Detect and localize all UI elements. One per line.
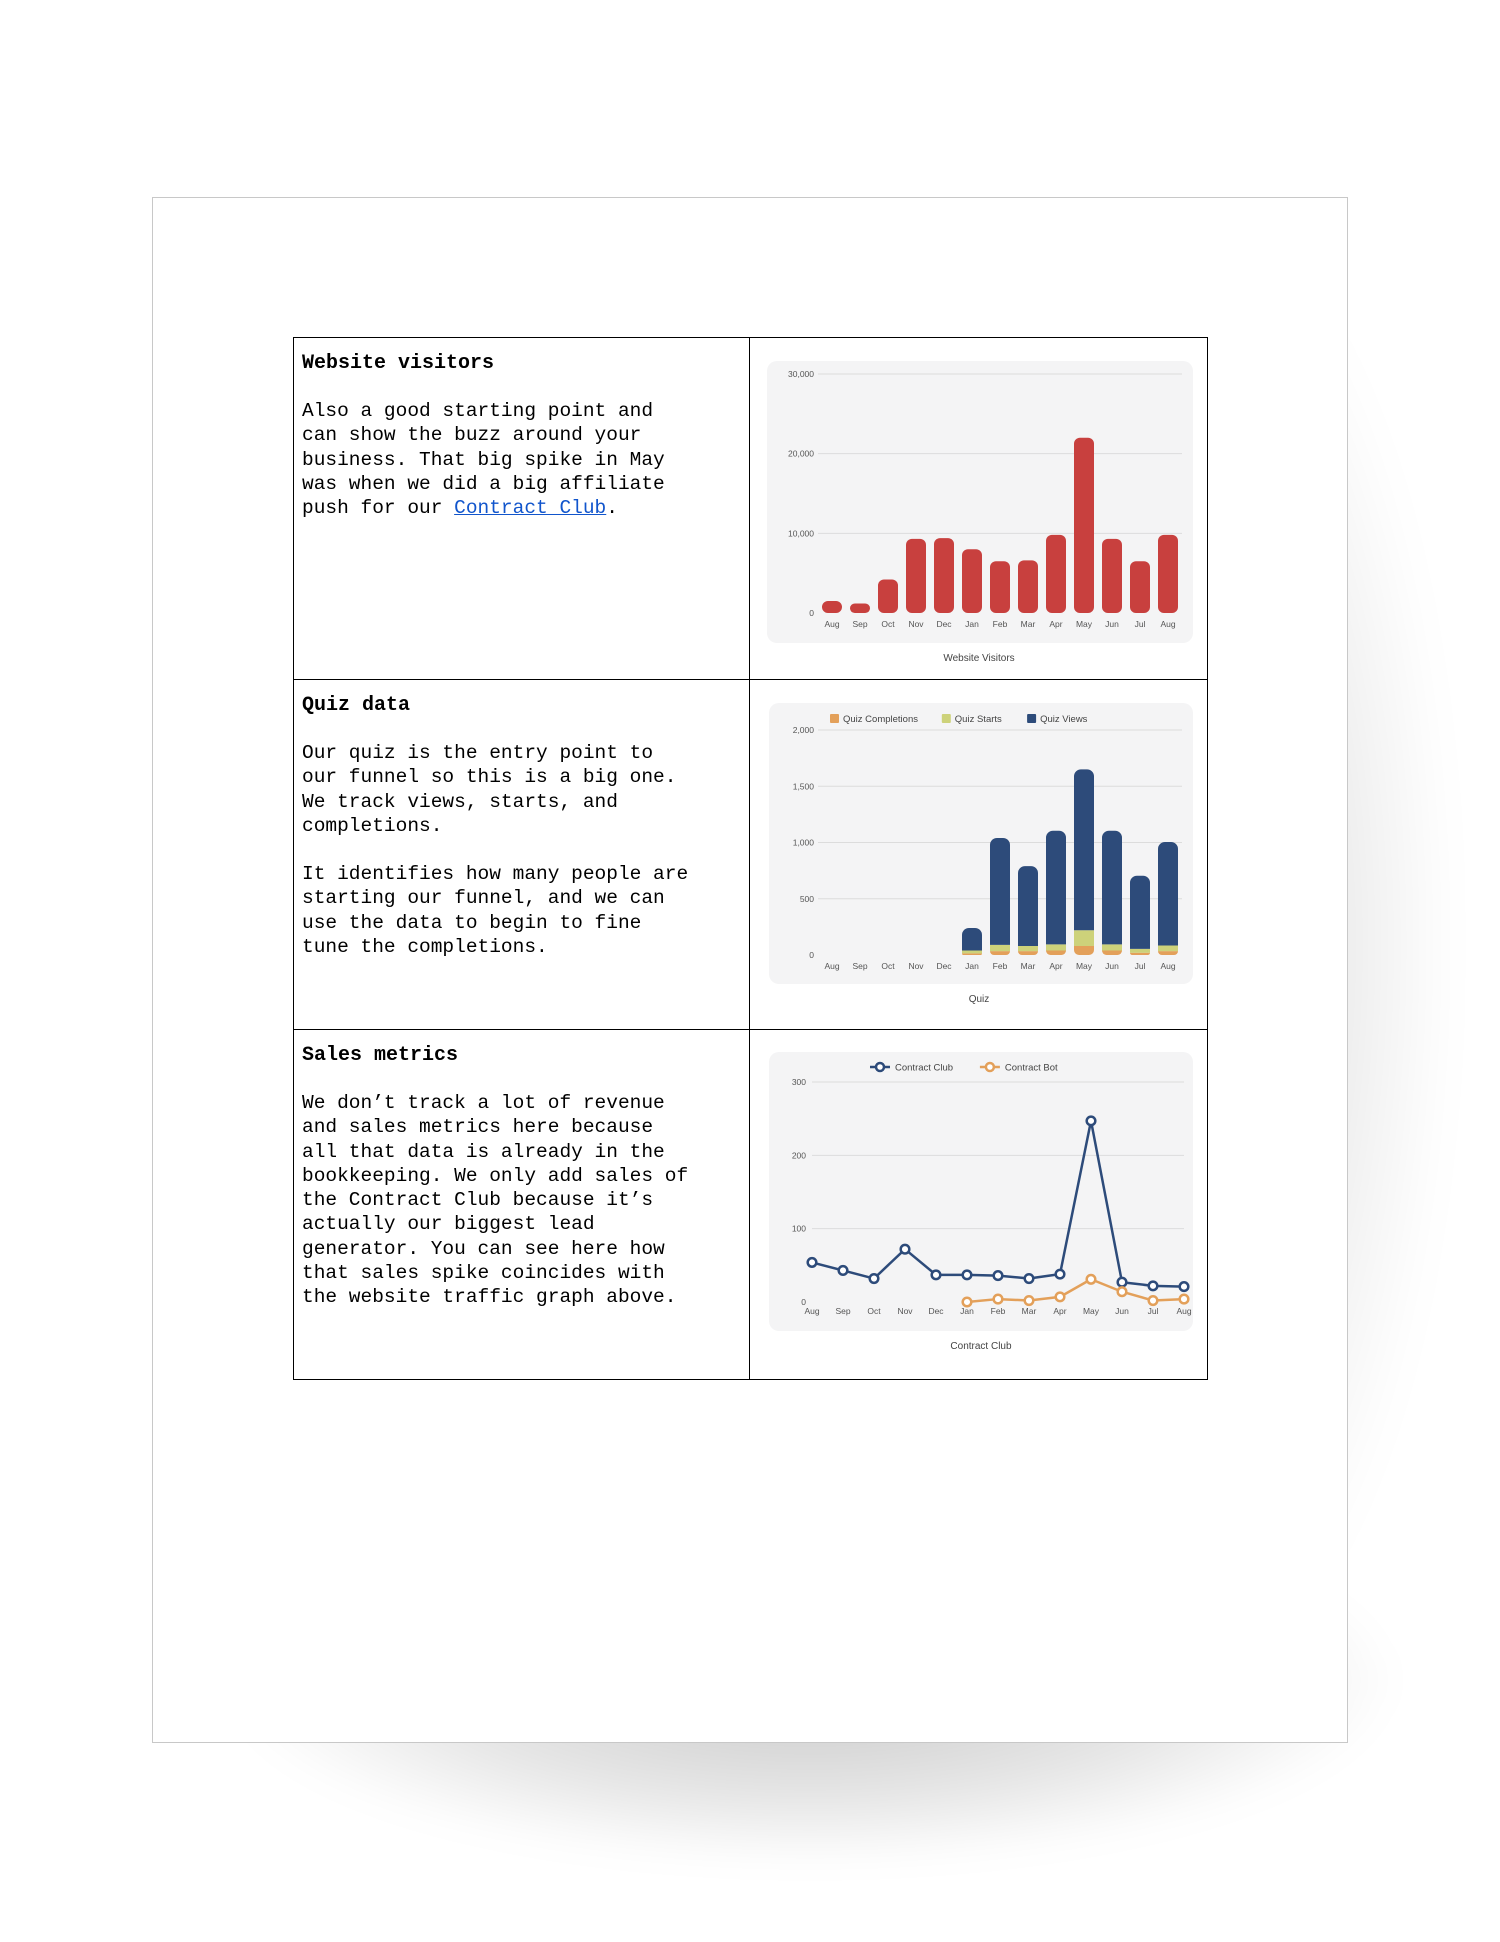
y-tick-label: 0	[801, 1297, 806, 1307]
x-tick-label: Nov	[908, 619, 924, 629]
data-point	[1118, 1278, 1127, 1287]
bar-segment	[962, 951, 982, 954]
y-tick-label: 2,000	[792, 725, 814, 735]
x-tick-label: Aug	[1160, 961, 1176, 971]
website-visitors-chart	[750, 338, 1208, 679]
data-point	[1056, 1270, 1065, 1279]
y-tick-label: 30,000	[788, 369, 814, 379]
legend-label: Quiz Views	[1040, 714, 1088, 725]
bar-segment	[1018, 946, 1038, 951]
x-tick-label: Nov	[897, 1306, 913, 1316]
section-paragraph	[302, 399, 741, 520]
bar-segment	[1102, 951, 1122, 956]
chart-title: Quiz	[968, 994, 990, 1005]
table-row	[294, 680, 1208, 1030]
x-tick-label: Apr	[1049, 961, 1063, 971]
bar-segment	[990, 951, 1010, 955]
data-point	[808, 1258, 817, 1267]
data-point	[1118, 1287, 1127, 1296]
bar-segment	[1102, 944, 1122, 950]
bar-segment	[1102, 831, 1122, 945]
x-tick-label: May	[1082, 1306, 1100, 1316]
y-tick-label: 500	[799, 893, 814, 904]
bar-segment	[1130, 876, 1150, 949]
x-tick-label: Oct	[881, 619, 895, 629]
content-table	[293, 337, 1208, 1380]
table-row	[294, 338, 1208, 680]
bar	[1158, 535, 1178, 613]
bar-segment	[1158, 945, 1178, 951]
bar	[990, 561, 1010, 613]
text-cell-quiz-data	[294, 680, 750, 1030]
bar-segment	[1046, 831, 1066, 945]
bar	[1102, 539, 1122, 613]
x-tick-label: Aug	[1160, 619, 1176, 629]
data-point	[963, 1298, 972, 1307]
x-tick-label: Feb	[992, 961, 1008, 971]
contract-club-chart	[750, 1030, 1208, 1379]
bar-segment	[1046, 944, 1066, 950]
x-tick-label: Sep	[852, 619, 868, 629]
bar-segment	[1046, 951, 1066, 956]
bar-segment	[962, 928, 982, 951]
legend-label: Quiz Completions	[843, 714, 918, 725]
data-point	[1149, 1282, 1158, 1291]
bar	[1130, 561, 1150, 613]
legend-swatch	[942, 714, 951, 723]
data-point	[1149, 1296, 1158, 1305]
section-paragraph: Our quiz is the entry point to our funnel so this is a big one. We track views, starts, and completions.	[302, 742, 677, 837]
x-tick-label: Aug	[1176, 1306, 1192, 1316]
x-tick-label: Mar	[1020, 619, 1036, 629]
data-point	[901, 1245, 910, 1254]
data-point	[994, 1295, 1003, 1304]
text-cell-website-visitors	[294, 338, 750, 680]
legend-swatch	[1027, 714, 1036, 723]
legend-marker	[986, 1063, 994, 1071]
bar-segment	[1158, 951, 1178, 955]
data-point	[1025, 1274, 1034, 1283]
chart-title: Website Visitors	[943, 653, 1015, 664]
x-tick-label: Apr	[1049, 619, 1063, 629]
quiz-chart	[750, 680, 1208, 1029]
x-tick-label: Aug	[804, 1306, 820, 1316]
table-row	[294, 1030, 1208, 1380]
x-tick-label: Jul	[1147, 1306, 1159, 1316]
x-tick-label: Apr	[1053, 1306, 1067, 1316]
y-tick-label: 1,000	[792, 837, 814, 848]
bar	[906, 539, 926, 613]
bar-segment	[1130, 949, 1150, 953]
x-tick-label: Jun	[1105, 619, 1119, 629]
x-tick-label: Jul	[1134, 961, 1146, 971]
x-tick-label: Jan	[960, 1306, 974, 1316]
data-point	[994, 1271, 1003, 1280]
x-tick-label: Dec	[936, 619, 952, 629]
chart-title: Contract Club	[950, 1341, 1012, 1352]
section-paragraph: It identifies how many people are starting our funnel, and we can use the data to begin to fine tune the completions.	[302, 863, 689, 959]
x-tick-label: Mar	[1021, 1306, 1037, 1316]
bar-segment	[1074, 930, 1094, 946]
bar	[1074, 438, 1094, 613]
x-tick-label: Dec	[928, 1306, 944, 1316]
bar	[1046, 535, 1066, 613]
x-tick-label: Jan	[965, 961, 979, 971]
data-point	[1056, 1293, 1065, 1302]
paragraph-text: Also a good starting point and can show the buzz around your business. That big spike in May was when we did a big affiliate push for our	[302, 400, 665, 520]
chart-cell-website-visitors	[750, 338, 1208, 680]
bar	[1018, 560, 1038, 613]
chart-panel	[769, 1052, 1193, 1331]
bar	[962, 549, 982, 613]
x-tick-label: Jun	[1115, 1306, 1129, 1316]
x-tick-label: Dec	[936, 961, 952, 971]
section-heading: Website visitors	[302, 352, 495, 375]
legend-marker	[876, 1063, 884, 1071]
bar	[822, 601, 842, 613]
bar	[878, 580, 898, 613]
bar-segment	[1130, 953, 1150, 955]
y-tick-label: 1,500	[792, 781, 814, 792]
y-tick-label: 10,000	[788, 528, 814, 539]
section-paragraph: We don’t track a lot of revenue and sales metrics here because all that data is already in the bookkeeping. We only add sales of the Contract Club because it’s actually our biggest lead generator. You can see here how that sales spike coincides with the website traffic graph above.	[302, 1092, 689, 1309]
x-tick-label: May	[1075, 961, 1093, 971]
x-tick-label: Oct	[881, 961, 895, 971]
data-point	[1180, 1282, 1189, 1291]
y-tick-label: 100	[791, 1223, 806, 1234]
x-tick-label: Feb	[990, 1306, 1006, 1316]
y-tick-label: 20,000	[788, 448, 814, 459]
bar-segment	[1018, 866, 1038, 946]
legend-swatch	[830, 714, 839, 723]
data-point	[1180, 1295, 1189, 1304]
data-point	[932, 1271, 941, 1280]
contract-club-link[interactable]: Contract Club	[454, 497, 607, 520]
chart-cell-quiz	[750, 680, 1208, 1030]
x-tick-label: Aug	[824, 961, 840, 971]
bar-segment	[1018, 951, 1038, 955]
x-tick-label: Mar	[1020, 961, 1036, 971]
x-tick-label: Nov	[908, 961, 924, 971]
bar-segment	[1074, 946, 1094, 955]
data-point	[1087, 1117, 1096, 1126]
section-heading: Sales metrics	[302, 1044, 459, 1067]
data-point	[870, 1274, 879, 1283]
bar-segment	[1158, 842, 1178, 946]
legend-label: Contract Bot	[1004, 1062, 1058, 1074]
x-tick-label: Jan	[965, 619, 979, 629]
bar	[934, 538, 954, 613]
data-point	[839, 1266, 848, 1275]
data-point	[963, 1271, 972, 1280]
paragraph-text: .	[606, 497, 618, 520]
text-cell-sales-metrics	[294, 1030, 750, 1380]
x-tick-label: Oct	[867, 1306, 881, 1316]
x-tick-label: Feb	[992, 619, 1008, 629]
y-tick-label: 0	[809, 608, 814, 618]
section-heading: Quiz data	[302, 694, 411, 717]
bar	[850, 603, 870, 613]
x-tick-label: Sep	[835, 1306, 851, 1316]
legend-label: Contract Club	[895, 1062, 954, 1074]
data-point	[1025, 1296, 1034, 1305]
y-tick-label: 200	[791, 1150, 806, 1161]
y-tick-label: 300	[791, 1077, 806, 1087]
x-tick-label: May	[1075, 619, 1093, 629]
data-point	[1087, 1275, 1096, 1284]
bar-segment	[1074, 769, 1094, 930]
document-page	[152, 197, 1348, 1743]
x-tick-label: Jul	[1134, 619, 1146, 629]
bar-segment	[990, 838, 1010, 945]
x-tick-label: Aug	[824, 619, 840, 629]
bar-segment	[962, 953, 982, 955]
x-tick-label: Sep	[852, 961, 868, 971]
x-tick-label: Jun	[1105, 961, 1119, 971]
bar-segment	[990, 945, 1010, 951]
chart-cell-contract-club	[750, 1030, 1208, 1380]
y-tick-label: 0	[809, 950, 814, 960]
legend-label: Quiz Starts	[954, 714, 1002, 725]
